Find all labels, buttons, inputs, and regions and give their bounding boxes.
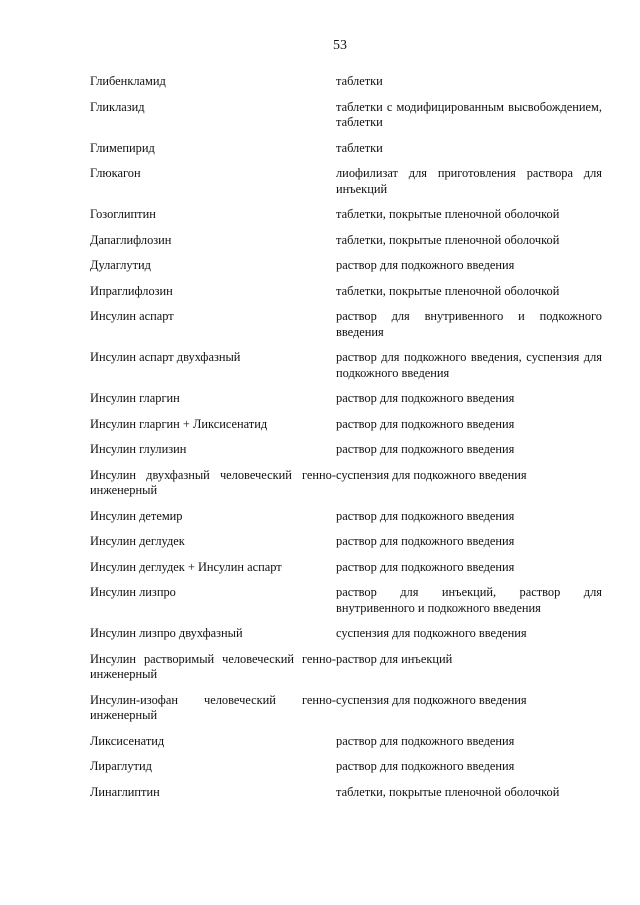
- drug-name: Инсулин лизпро двухфазный: [90, 626, 243, 640]
- table-row: [90, 693, 602, 724]
- drug-name: Инсулин гларгин: [90, 391, 180, 405]
- table-row: [90, 468, 602, 499]
- dosage-form: раствор для подкожного введения: [336, 759, 515, 773]
- table-row: [90, 442, 602, 458]
- dosage-form: таблетки с модифицированным высвобождением, таблетки: [336, 99, 602, 129]
- page-number: 53: [333, 38, 347, 53]
- drug-name: Гликлазид: [90, 99, 145, 114]
- table-row: [90, 100, 602, 131]
- dosage-form: таблетки, покрытые пленочной оболочкой: [336, 784, 560, 799]
- dosage-form: раствор для подкожного введения: [336, 258, 515, 272]
- table-row: [90, 258, 602, 274]
- drug-name: Инсулин деглудек: [90, 534, 185, 548]
- drug-name: Инсулин-изофан человеческий генно-инженерный: [90, 692, 336, 722]
- dosage-form: раствор для внутривенного и подкожного введения: [336, 309, 602, 339]
- table-row: [90, 585, 602, 616]
- table-row: [90, 626, 602, 642]
- drug-name: Инсулин гларгин + Ликсисенатид: [90, 416, 268, 431]
- dosage-form: таблетки, покрытые пленочной оболочкой: [336, 283, 560, 298]
- dosage-form: лиофилизат для приготовления раствора для инъекций: [336, 166, 602, 196]
- drug-name: Ликсисенатид: [90, 733, 165, 748]
- drug-name: Глюкагон: [90, 166, 141, 180]
- dosage-form: раствор для инъекций, раствор для внутривенного и подкожного введения: [336, 585, 602, 615]
- table-row: [90, 417, 602, 433]
- table-row: [90, 309, 602, 340]
- table-row: [90, 759, 602, 775]
- drug-name: Ипраглифлозин: [90, 283, 173, 298]
- drug-name: Инсулин аспарт: [90, 309, 174, 323]
- dosage-form: раствор для подкожного введения: [336, 559, 515, 574]
- dosage-form: раствор для подкожного введения: [336, 733, 515, 748]
- dosage-form: суспензия для подкожного введения: [336, 692, 527, 707]
- drug-name: Линаглиптин: [90, 784, 160, 799]
- table-row: [90, 652, 602, 683]
- drug-name: Инсулин детемир: [90, 508, 183, 523]
- dosage-form: суспензия для подкожного введения: [336, 467, 527, 482]
- dosage-form: раствор для подкожного введения: [336, 391, 515, 405]
- dosage-form: раствор для инъекций: [336, 651, 453, 666]
- table-row: [90, 233, 602, 249]
- dosage-form: раствор для подкожного введения: [336, 416, 515, 431]
- table-row: [90, 284, 602, 300]
- drug-name: Гозоглиптин: [90, 207, 156, 221]
- table-row: [90, 141, 602, 157]
- table-row: [90, 560, 602, 576]
- table-row: [90, 207, 602, 223]
- dosage-form: раствор для подкожного введения, суспензия для подкожного введения: [336, 350, 602, 380]
- table-row: [90, 734, 602, 750]
- table-row: [90, 350, 602, 381]
- dosage-form: таблетки, покрытые пленочной оболочкой: [336, 207, 560, 221]
- drug-name: Инсулин двухфазный человеческий генно-инженерный: [90, 467, 336, 497]
- drug-name: Инсулин лизпро: [90, 585, 176, 599]
- drug-name: Дулаглутид: [90, 258, 151, 272]
- dosage-form: таблетки: [336, 140, 383, 155]
- table-row: [90, 166, 602, 197]
- drug-table: [90, 74, 602, 800]
- dosage-form: суспензия для подкожного введения: [336, 626, 527, 640]
- drug-name: Инсулин растворимый человеческий генно-инженерный: [90, 651, 336, 681]
- drug-name: Лираглутид: [90, 759, 152, 773]
- drug-name: Глимепирид: [90, 140, 155, 155]
- dosage-form: раствор для подкожного введения: [336, 534, 515, 548]
- drug-name: Дапаглифлозин: [90, 232, 172, 247]
- table-row: [90, 509, 602, 525]
- table-row: [90, 534, 602, 550]
- drug-name: Инсулин деглудек + Инсулин аспарт: [90, 559, 282, 574]
- drug-name: Инсулин глулизин: [90, 442, 187, 456]
- drug-name: Глибенкламид: [90, 74, 166, 88]
- dosage-form: таблетки: [336, 74, 383, 88]
- dosage-form: таблетки, покрытые пленочной оболочкой: [336, 232, 560, 247]
- dosage-form: раствор для подкожного введения: [336, 508, 515, 523]
- table-row: [90, 785, 602, 801]
- table-row: [90, 74, 602, 90]
- dosage-form: раствор для подкожного введения: [336, 442, 515, 456]
- drug-name: Инсулин аспарт двухфазный: [90, 350, 241, 364]
- table-row: [90, 391, 602, 407]
